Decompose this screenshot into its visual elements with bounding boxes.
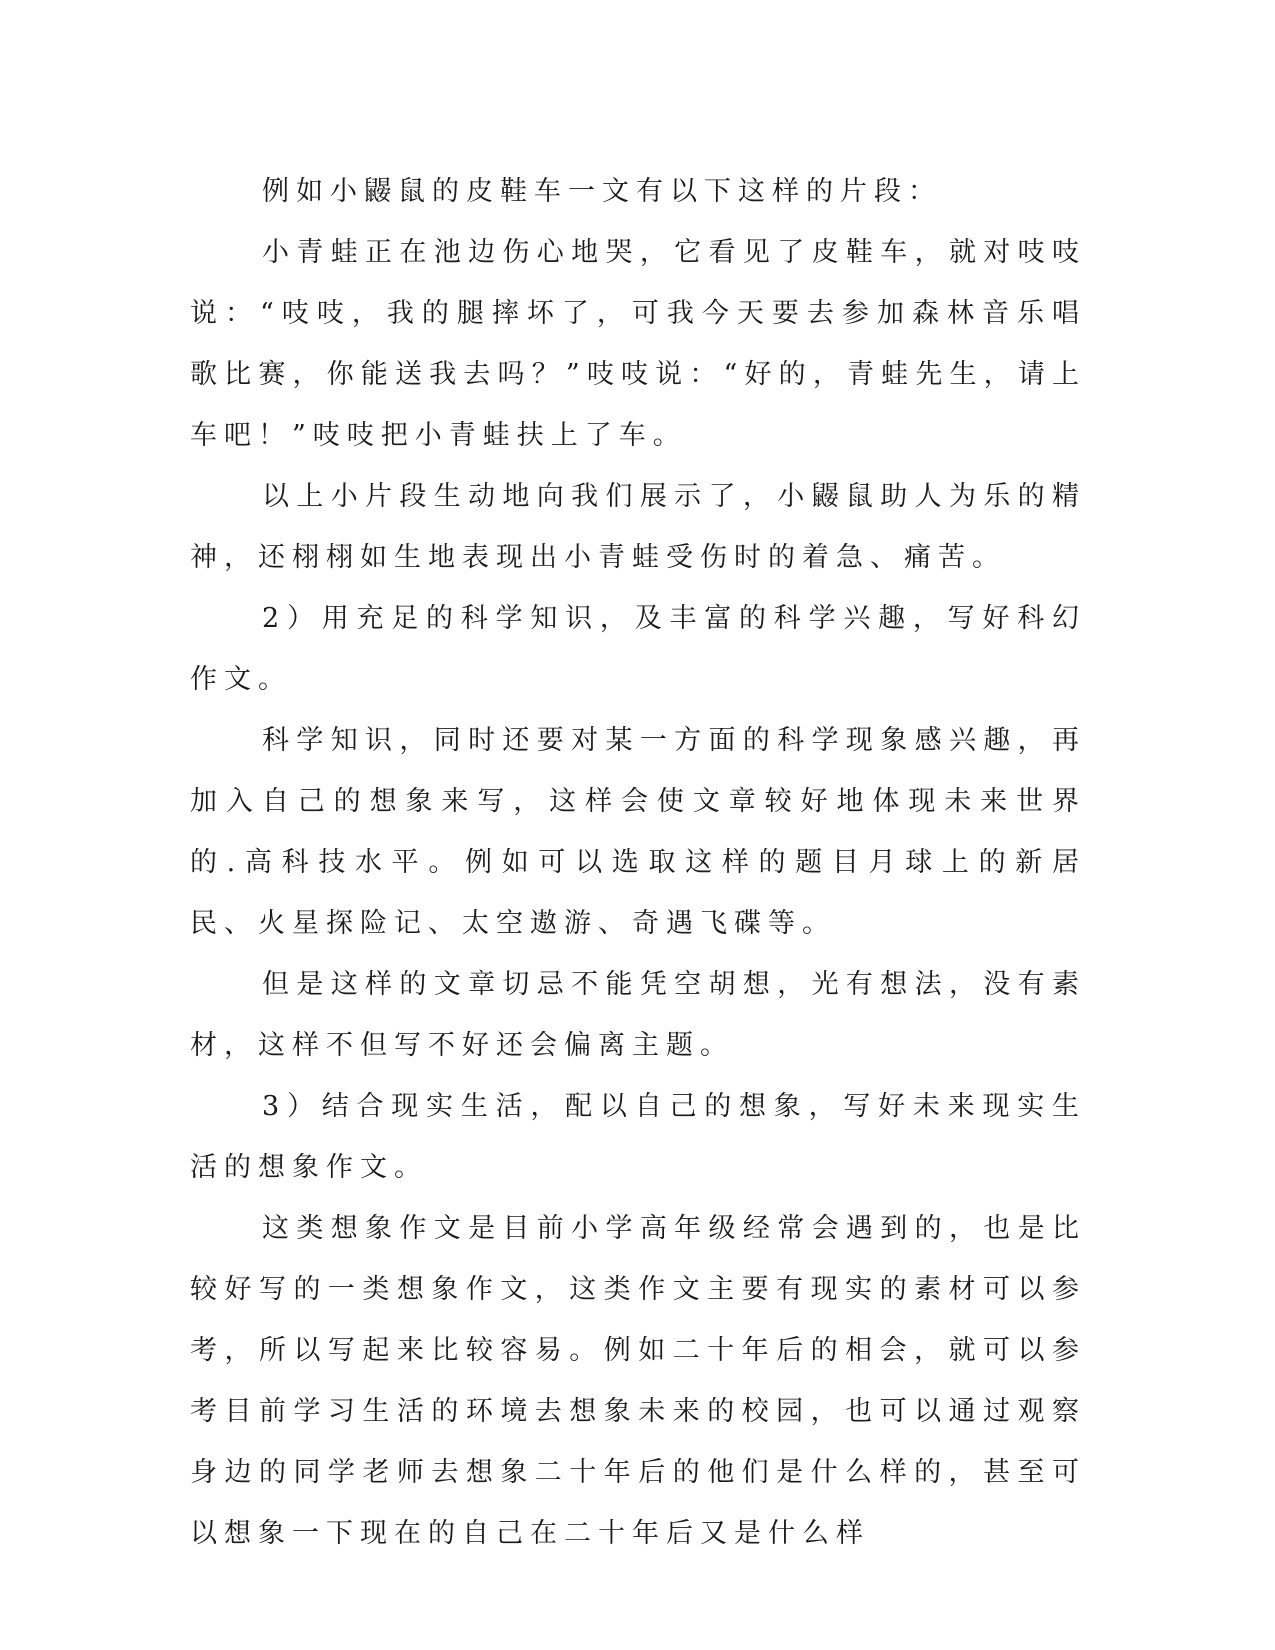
paragraph-science-knowledge: 科学知识，同时还要对某一方面的科学现象感兴趣，再加入自己的想象来写，这样会使文章较好地体现未来世界的.高科技水平。例如可以选取这样的题目月球上的新居民、火星探险记、太空遨游、奇遇飞碟等。: [190, 725, 1086, 939]
paragraph-caution: 但是这样的文章切忌不能凭空胡想，光有想法，没有素材，这样不但写不好还会偏离主题。: [190, 969, 1086, 1061]
paragraph-analysis: 以上小片段生动地向我们展示了，小鼹鼠助人为乐的精神，还栩栩如生地表现出小青蛙受伤时的着急、痛苦。: [190, 481, 1086, 573]
paragraph-heading-reality: 3）结合现实生活，配以自己的想象，写好未来现实生活的想象作文。: [190, 1091, 1086, 1183]
paragraph-heading-science: 2）用充足的科学知识，及丰富的科学兴趣，写好科幻作文。: [190, 603, 1086, 695]
paragraph-example-intro: 例如小鼹鼠的皮鞋车一文有以下这样的片段：: [262, 176, 942, 207]
paragraph-frog-story: 小青蛙正在池边伤心地哭，它看见了皮鞋车，就对吱吱说：“吱吱，我的腿摔坏了，可我今天要去参加森林音乐唱歌比赛，你能送我去吗？”吱吱说：“好的，青蛙先生，请上车吧！”吱吱把小青蛙扶上了车。: [190, 237, 1086, 451]
paragraph-reality-writing: 这类想象作文是目前小学高年级经常会遇到的，也是比较好写的一类想象作文，这类作文主要有现实的素材可以参考，所以写起来比较容易。例如二十年后的相会，就可以参考目前学习生活的环境去想象未来的校园，也可以通过观察身边的同学老师去想象二十年后的他们是什么样的，甚至可以想象一下现在的自己在二十年后又是什么样: [190, 1213, 1086, 1549]
document-body: [190, 161, 1086, 1564]
